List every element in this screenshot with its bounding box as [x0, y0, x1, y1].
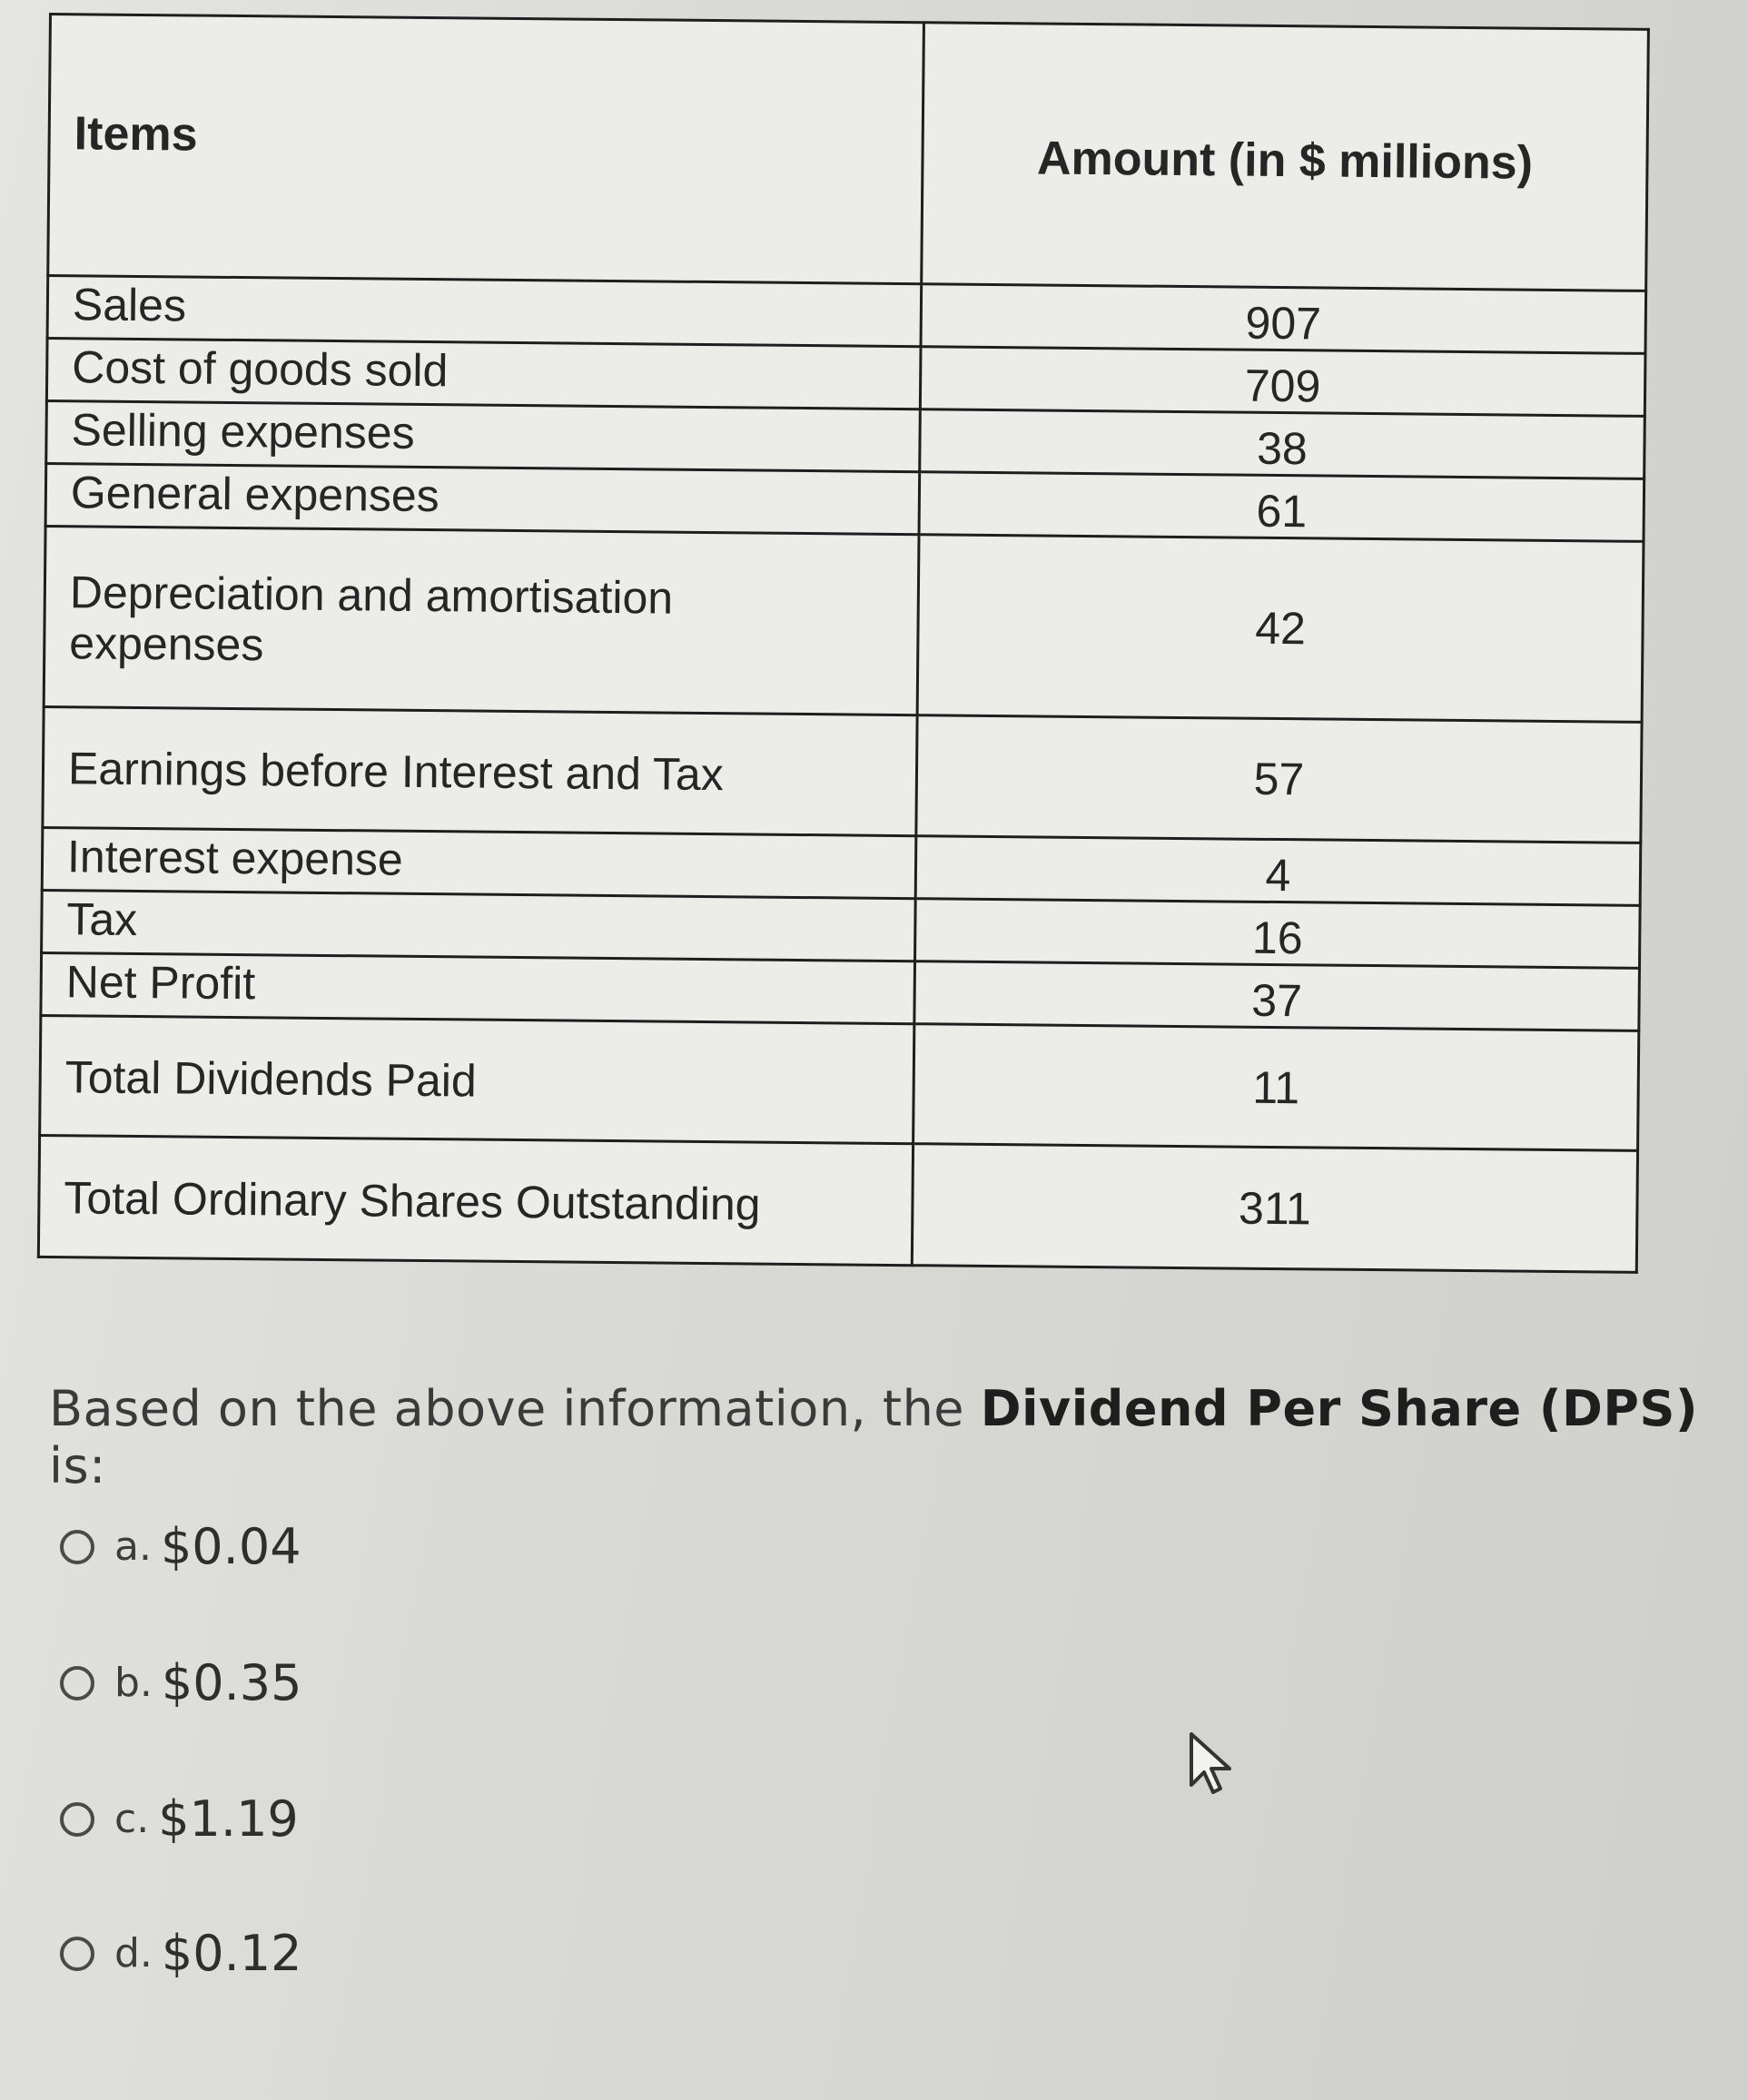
- row-value: 38: [920, 409, 1645, 479]
- row-value: 11: [914, 1024, 1639, 1150]
- header-items: Items: [48, 15, 924, 284]
- table-row: [43, 706, 1642, 843]
- table-row: [38, 1136, 1637, 1273]
- row-label: Tax: [42, 891, 916, 961]
- question-text: [49, 1380, 1748, 1494]
- row-label: Total Ordinary Shares Outstanding: [38, 1136, 913, 1266]
- row-value: 57: [916, 715, 1642, 843]
- row-label: Interest expense: [42, 828, 916, 899]
- question-emphasis: Dividend Per Share (DPS): [980, 1380, 1699, 1437]
- table-row: [44, 526, 1644, 722]
- row-value: 61: [919, 472, 1644, 542]
- row-label: Sales: [47, 275, 922, 346]
- option-a-letter: a.: [114, 1523, 152, 1570]
- question-suffix: is:: [49, 1437, 106, 1494]
- option-c-value: $1.19: [158, 1790, 299, 1848]
- row-value: 311: [912, 1144, 1637, 1273]
- option-c-letter: c.: [114, 1796, 150, 1842]
- header-amount: Amount (in $ millions): [922, 23, 1649, 291]
- row-value: 4: [915, 836, 1641, 906]
- option-c[interactable]: [60, 1790, 299, 1848]
- row-label: Net Profit: [41, 953, 915, 1024]
- option-a-value: $0.04: [160, 1518, 301, 1575]
- option-d-value: $0.12: [161, 1925, 302, 1982]
- option-b-letter: b.: [114, 1660, 153, 1706]
- row-label: Cost of goods sold: [46, 338, 921, 409]
- financial-table-container: [37, 13, 1647, 1274]
- row-value: 37: [914, 961, 1640, 1031]
- radio-a[interactable]: [60, 1530, 94, 1564]
- row-value: 42: [917, 535, 1644, 722]
- row-value: 16: [915, 899, 1641, 969]
- option-a[interactable]: [60, 1518, 301, 1575]
- row-label: General expenses: [45, 463, 920, 534]
- radio-c[interactable]: [60, 1802, 94, 1837]
- row-value: 907: [921, 284, 1646, 354]
- radio-b[interactable]: [60, 1666, 94, 1701]
- row-label: Selling expenses: [46, 400, 921, 471]
- option-b-value: $0.35: [161, 1654, 302, 1711]
- option-d[interactable]: [60, 1925, 302, 1982]
- radio-d[interactable]: [60, 1937, 94, 1971]
- mouse-pointer-icon: [1186, 1730, 1240, 1803]
- option-d-letter: d.: [114, 1930, 153, 1977]
- row-label: Earnings before Interest and Tax: [43, 706, 917, 836]
- row-label: Total Dividends Paid: [40, 1016, 914, 1144]
- row-label: Depreciation and amortisation expenses: [44, 526, 919, 715]
- option-b[interactable]: [60, 1654, 302, 1711]
- row-value: 709: [920, 347, 1645, 417]
- table-row: [40, 1016, 1639, 1151]
- financial-table: [37, 13, 1650, 1274]
- table-header-row: [48, 15, 1649, 291]
- question-prefix: Based on the above information, the: [49, 1380, 981, 1437]
